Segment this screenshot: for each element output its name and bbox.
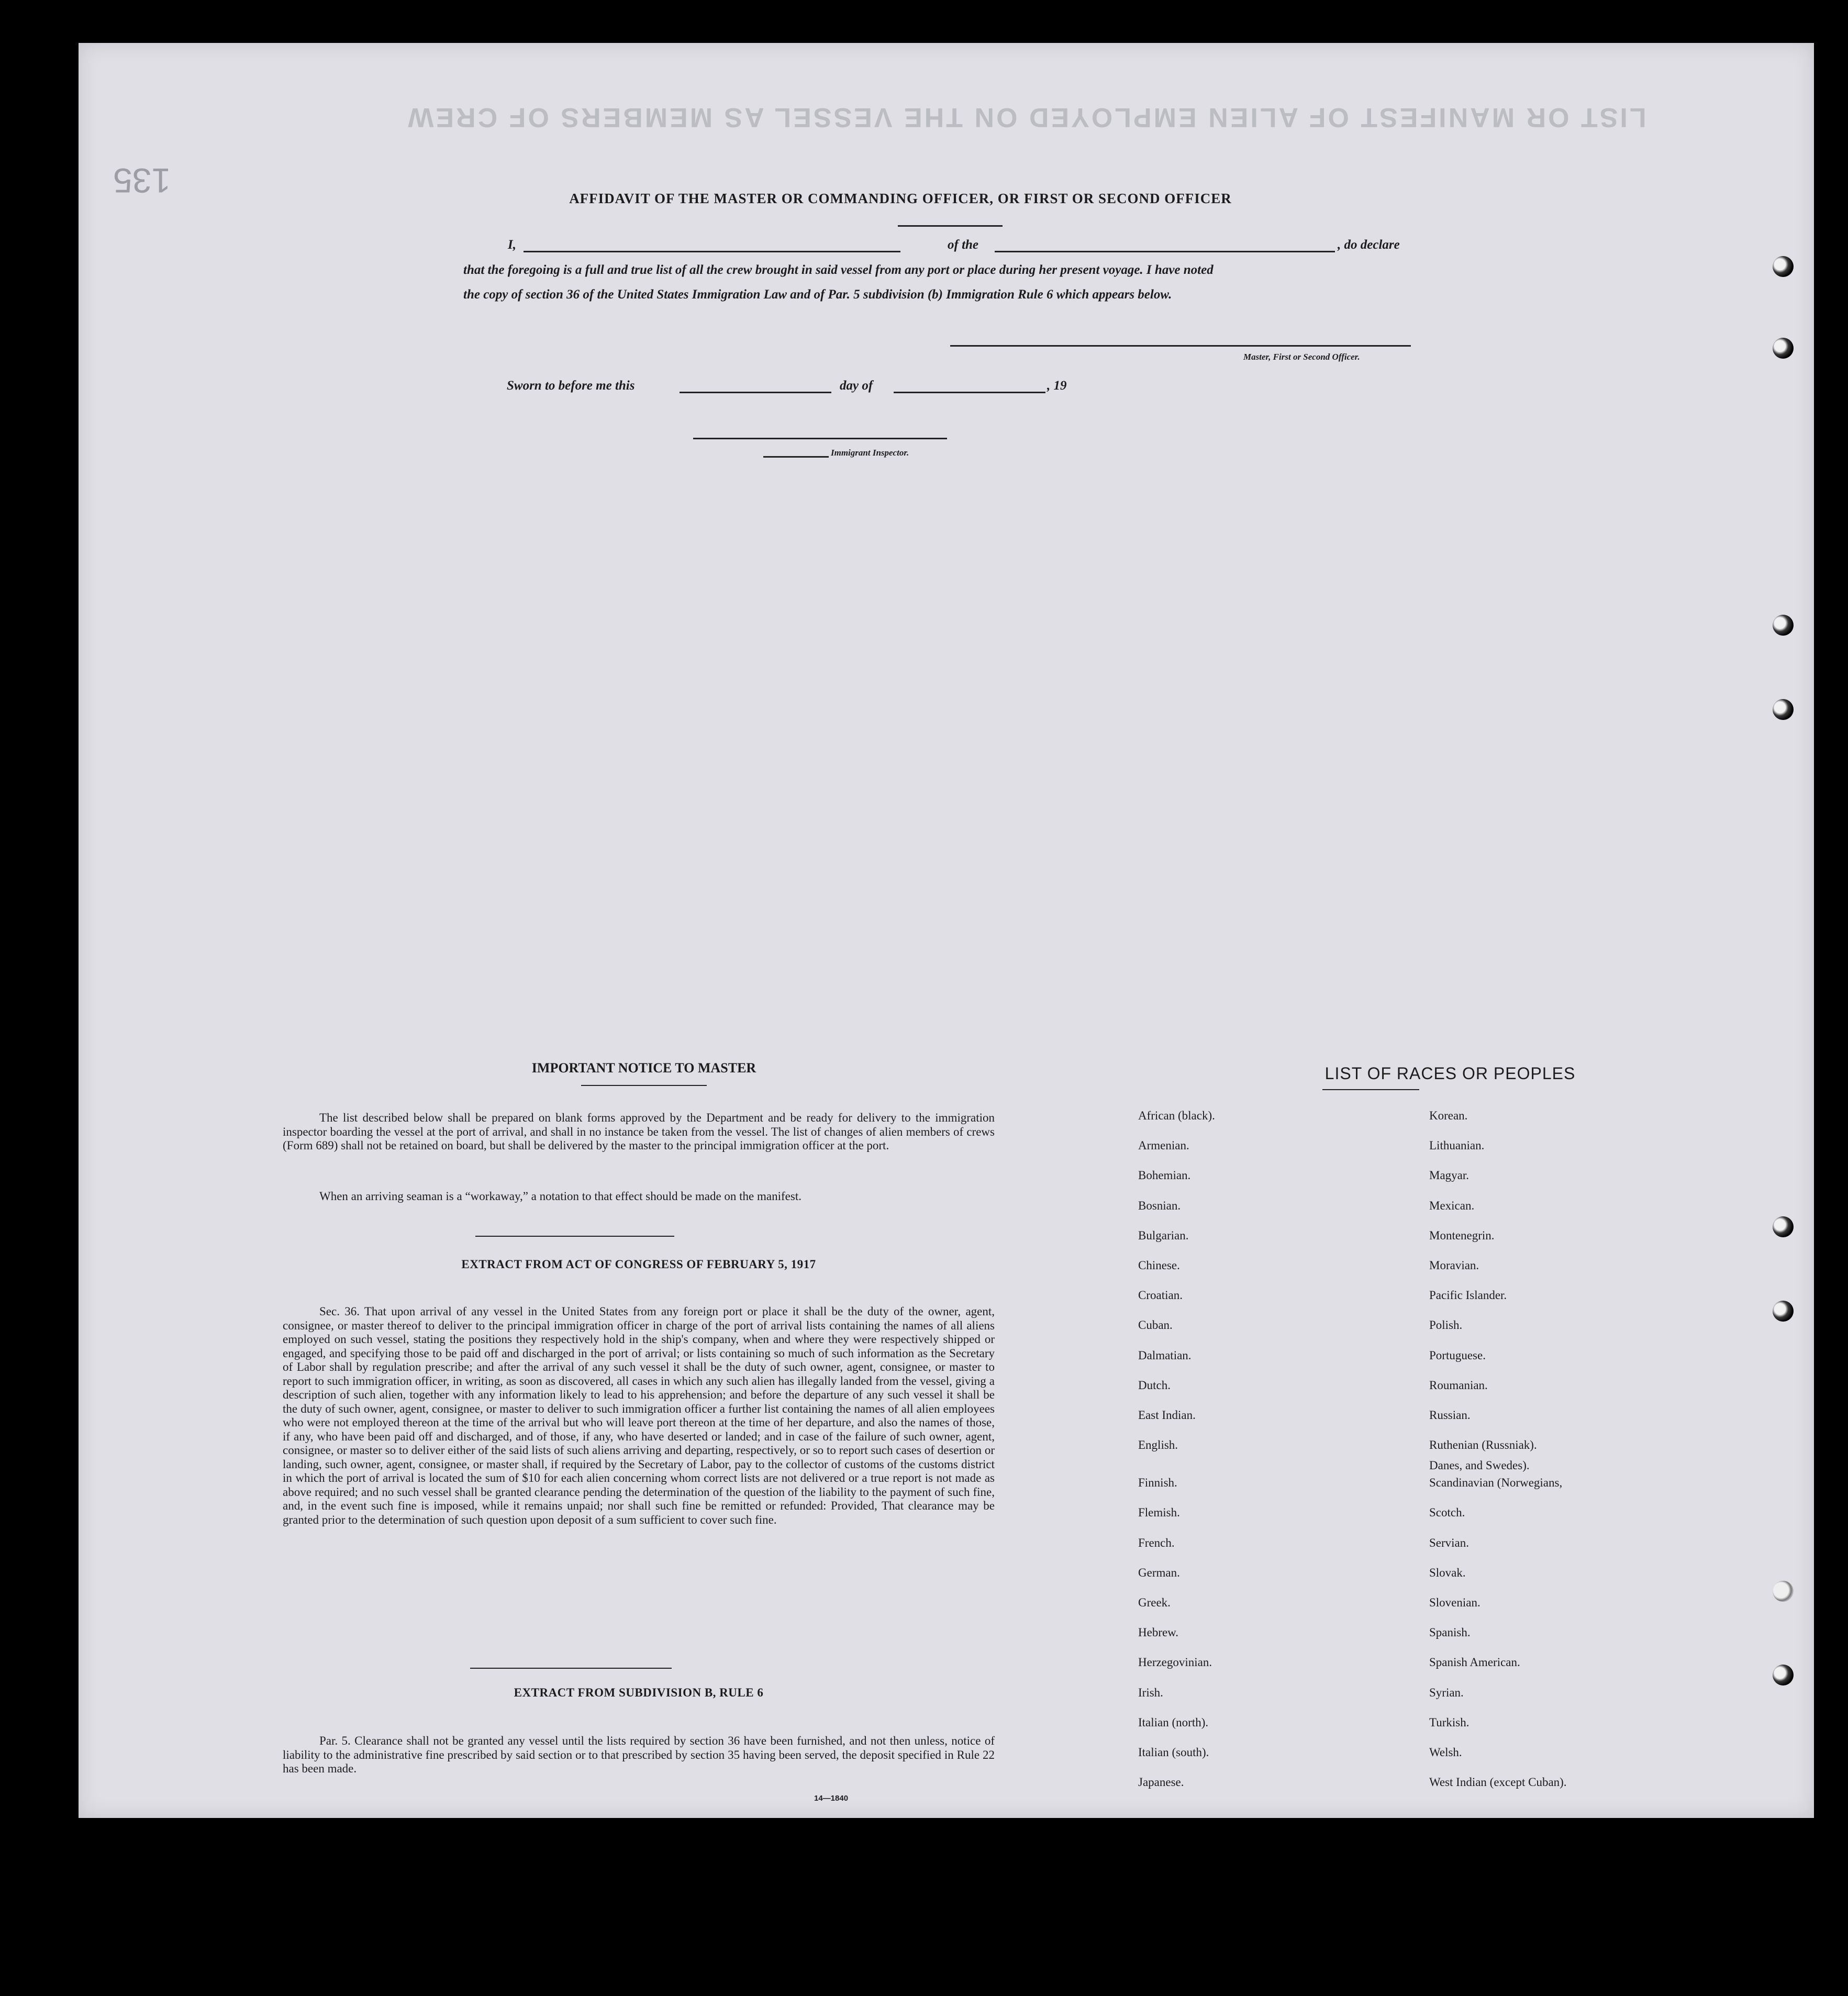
race-left-item: Japanese.: [1138, 1776, 1184, 1789]
vessel-blank[interactable]: [995, 251, 1335, 252]
punch-hole: [1773, 1665, 1794, 1685]
race-left-item: Greek.: [1138, 1596, 1171, 1609]
race-right-item: Montenegrin.: [1429, 1228, 1495, 1242]
inspector-label: Immigrant Inspector.: [831, 448, 909, 458]
race-right-item: Syrian.: [1429, 1685, 1464, 1699]
notice-title: IMPORTANT NOTICE TO MASTER: [531, 1060, 756, 1075]
race-left-item: Dalmatian.: [1138, 1348, 1192, 1362]
race-right-item: Polish.: [1429, 1318, 1463, 1332]
race-item-continuation: Danes, and Swedes).: [1429, 1459, 1530, 1472]
punch-hole: [1773, 256, 1794, 277]
do-declare-label: , do declare: [1338, 238, 1400, 252]
race-right-item: Ruthenian (Russniak).: [1429, 1438, 1537, 1452]
punch-hole: [1773, 699, 1794, 720]
race-left-item: Bulgarian.: [1138, 1228, 1189, 1242]
notice-paragraph-1: The list described below shall be prepared on blank forms approved by the Department and be ready for delivery to the immigration inspector boarding the vessel at the port of arrival, and shall in no instance be taken from the vessel. The list of changes of alien members of crews (Form 689) shall not be retained on board, but shall be delivered by the master to the principal immigration officer at the port.: [283, 1111, 995, 1152]
race-left-item: Herzegovinian.: [1138, 1656, 1212, 1669]
race-left-item: Armenian.: [1138, 1139, 1189, 1152]
race-left-item: Dutch.: [1138, 1378, 1171, 1392]
section-rule: [470, 1668, 672, 1669]
inspector-name-blank[interactable]: [763, 456, 829, 458]
race-right-item: Mexican.: [1429, 1199, 1475, 1212]
race-left-item: Hebrew.: [1138, 1626, 1179, 1639]
extract-2-title: EXTRACT FROM SUBDIVISION B, RULE 6: [514, 1686, 764, 1699]
signature-line[interactable]: [950, 345, 1411, 347]
race-left-item: French.: [1138, 1536, 1175, 1549]
race-right-item: Korean.: [1429, 1109, 1468, 1122]
punch-hole: [1773, 615, 1794, 636]
race-left-item: Bohemian.: [1138, 1169, 1191, 1182]
races-rule: [1322, 1089, 1419, 1090]
name-blank[interactable]: [524, 251, 900, 252]
race-right-item: West Indian (except Cuban).: [1429, 1776, 1567, 1789]
races-title: LIST OF RACES OR PEOPLES: [1324, 1064, 1576, 1083]
race-right-item: Spanish American.: [1429, 1656, 1520, 1669]
affidavit-title: AFFIDAVIT OF THE MASTER OR COMMANDING OFFICER, OR FIRST OR SECOND OFFICER: [569, 191, 1232, 206]
race-right-item: Spanish.: [1429, 1626, 1471, 1639]
punch-hole: [1773, 1581, 1794, 1602]
section-36-text: Sec. 36. That upon arrival of any vessel in the United States from any foreign port or place it shall be the duty of the owner, agent, consignee, or master thereof to deliver to the principal immigration officer in charge of the port of arrival lists containing the names of all aliens employed on such vessel, stating the positions they respectively hold in the ship's company, when and where they were respectively shipped or engaged, and specifying those to be paid off and discharged in the port of arrival; or lists containing so much of such information as the Secretary of Labor shall by regulation prescribe; and after the arrival of any such vessel it shall be the duty of such owner, agent, consignee, or master to report to such immigration officer, in writing, as soon as discovered, all cases in which any such alien has illegally landed from the vessel, giving a description of such alien, together with any information likely to lead to his apprehension; and before the departure of any such vessel it shall be the duty of such owner, agent, consignee, or master to deliver to such immigration officer a further list containing the names of all alien employees who were not employed thereon at the time of the arrival but who will leave port thereon at the time of her departure, and also the names of those, if any, who have been paid off and discharged, and of those, if any, who have deserted or landed; and in case of the failure of such owner, agent, consignee, or master so to deliver either of the said lists of such aliens arriving and departing, respectively, or so to report such cases of desertion or landing, such owner, agent, consignee, or master shall, if required by the Secretary of Labor, pay to the collector of customs of the customs district in which the port of arrival is located the sum of $10 for each alien concerning whom correct lists are not delivered or a true report is not made as above required; and no such vessel shall be granted clearance pending the determination of the question of the liability to the payment of such fine, and, in the event such fine is imposed, while it remains unpaid; nor shall such fine be remitted or refunded: Provided, That clearance may be granted prior to the determination of such question upon deposit of a sum sufficient to cover such fine.: [283, 1305, 995, 1526]
title-rule: [898, 225, 1003, 227]
race-right-item: Scandinavian (Norwegians,: [1429, 1476, 1563, 1490]
notice-paragraph-2: When an arriving seaman is a “workaway,” a notation to that effect should be made on the manifest.: [319, 1190, 801, 1203]
race-left-item: Irish.: [1138, 1685, 1163, 1699]
race-right-item: Scotch.: [1429, 1506, 1465, 1520]
race-right-item: Lithuanian.: [1429, 1139, 1485, 1152]
race-left-item: Flemish.: [1138, 1506, 1180, 1520]
race-right-item: Moravian.: [1429, 1259, 1479, 1272]
race-left-item: English.: [1138, 1438, 1178, 1452]
race-left-item: Croatian.: [1138, 1289, 1183, 1302]
bleed-through-header: LIST OR MANIFEST OF ALIEN EMPLOYED ON THE VESSEL AS MEMBERS OF CREW: [406, 102, 1646, 132]
extract-1-title: EXTRACT FROM ACT OF CONGRESS OF FEBRUARY 5, 1917: [461, 1258, 816, 1271]
affidavit-line-2: that the foregoing is a full and true list of all the crew brought in said vessel from any port or place during her present voyage. I have noted: [463, 263, 1214, 277]
par-5-text: Par. 5. Clearance shall not be granted any vessel until the lists required by section 36 have been furnished, and not then unless, notice of liability to the administrative fine prescribed by said section or to that prescribed by section 35 having been served, the deposit specified in Rule 22 has been made.: [283, 1734, 995, 1775]
race-right-item: Pacific Islander.: [1429, 1289, 1507, 1302]
punch-hole: [1773, 1216, 1794, 1237]
race-right-item: Russian.: [1429, 1409, 1471, 1422]
race-right-item: Roumanian.: [1429, 1378, 1488, 1392]
month-blank[interactable]: [894, 392, 1045, 393]
sworn-label: Sworn to before me this: [507, 379, 635, 393]
signature-label: Master, First or Second Officer.: [1243, 352, 1360, 362]
form-number: 14—1840: [814, 1794, 849, 1803]
race-right-item: Portuguese.: [1429, 1348, 1486, 1362]
punch-hole: [1773, 1301, 1794, 1322]
race-left-item: Chinese.: [1138, 1259, 1180, 1272]
race-right-item: Servian.: [1429, 1536, 1470, 1549]
day-blank[interactable]: [680, 392, 831, 393]
race-left-item: Italian (south).: [1138, 1746, 1209, 1759]
race-left-item: Italian (north).: [1138, 1715, 1209, 1729]
race-left-item: East Indian.: [1138, 1409, 1196, 1422]
race-right-item: Turkish.: [1429, 1715, 1470, 1729]
punch-hole: [1773, 338, 1794, 359]
race-right-item: Slovenian.: [1429, 1596, 1480, 1609]
race-left-item: Finnish.: [1138, 1476, 1177, 1490]
race-right-item: Magyar.: [1429, 1169, 1470, 1182]
affidavit-i-label: I,: [508, 238, 516, 252]
affidavit-line-3: the copy of section 36 of the United States Immigration Law and of Par. 5 subdivision (b) Immigration Rule 6 which appears below.: [463, 287, 1172, 302]
race-right-item: Welsh.: [1429, 1746, 1462, 1759]
inspector-signature-line[interactable]: [693, 438, 947, 439]
notice-rule: [581, 1085, 707, 1086]
race-left-item: German.: [1138, 1566, 1180, 1579]
year-label: , 19: [1047, 379, 1067, 393]
of-the-label: of the: [948, 238, 979, 252]
page-number-stamp: 135: [113, 161, 171, 200]
race-right-item: Slovak.: [1429, 1566, 1466, 1579]
section-rule: [475, 1236, 674, 1237]
race-left-item: African (black).: [1138, 1109, 1215, 1122]
day-of-label: day of: [840, 379, 873, 393]
document-page: [79, 43, 1814, 1818]
race-left-item: Bosnian.: [1138, 1199, 1181, 1212]
race-left-item: Cuban.: [1138, 1318, 1173, 1332]
